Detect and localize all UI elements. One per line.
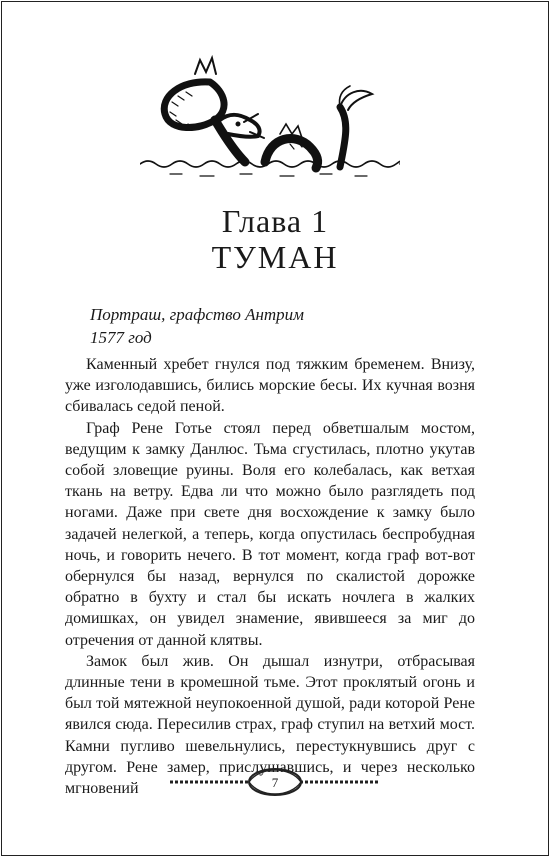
page-number: 7: [271, 775, 279, 790]
epigraph-place: Портраш, графство Антрим: [90, 305, 305, 324]
paragraph: Замок был жив. Он дышал изнутри, отбрасывая длинные тени в кромешной тьме. Этот проклятый огонь и был той мятежной неупокоенной душой, ради которой Рене явился сюда. Пересилив страх, граф ступил на ветхий мост. Камни пугливо шевельнулись, перестукнувшись друг с другом. Рене замер, прислушавшись, и через несколько мгновений: [65, 652, 475, 798]
chapter-body: [65, 354, 475, 799]
sea-serpent-illustration: [140, 52, 400, 187]
paragraph: Каменный хребет гнулся под тяжким бременем. Внизу, уже изголодавшись, бились морские бесы. Их кучная возня сбивалась седой пеной.: [65, 356, 475, 416]
epigraph-year: 1577 год: [90, 328, 152, 347]
paragraph: Граф Рене Готье стоял перед обветшалым мостом, ведущим к замку Данлюс. Тьма сгустилась, плотно укутав собой зловещие руины. Воля его колебалась, как ветхая ткань на ветру. Едва ли что можно было разглядеть под ногами. Даже при свете дня восхождение к замку было задачей нелегкой, а теперь, когда опустилась беспробудная ночь, и говорить нечего. В тот момент, когда граф вот-вот обернулся бы назад, вернулся по скалистой дорожке обратно в бухту и стал бы искать ночлега в жалких домишках, он увидел знамение, явившееся за миг до отречения от данной клятвы.: [65, 419, 475, 649]
chapter-number: Глава 1: [221, 203, 329, 239]
chapter-title: ТУМАН: [211, 239, 339, 275]
